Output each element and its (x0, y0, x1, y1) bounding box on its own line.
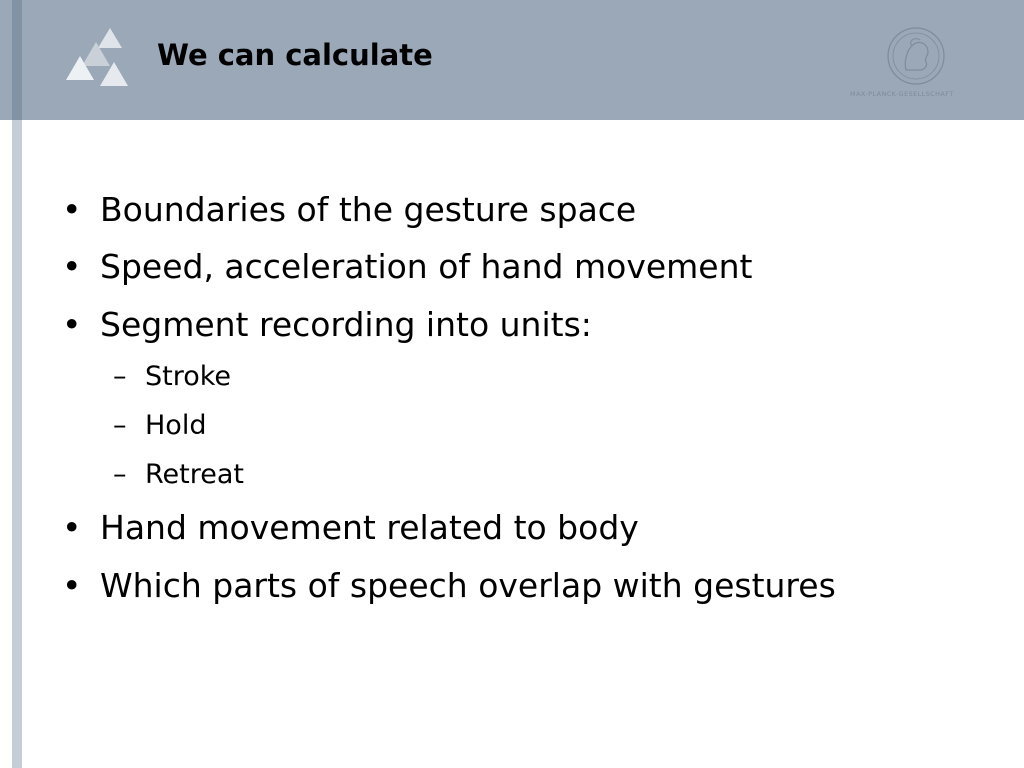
sub-bullet-item (113, 360, 231, 394)
sub-bullet-marker: – (113, 361, 127, 392)
bullet-text: Segment recording into units: (100, 305, 592, 344)
sub-bullet-text: Hold (145, 410, 207, 441)
sub-bullet-text: Retreat (145, 459, 244, 490)
slide-title: We can calculate (157, 38, 433, 72)
sub-bullet-marker: – (113, 459, 127, 490)
sub-bullet-text: Stroke (145, 361, 232, 392)
bullet-marker: • (62, 247, 82, 286)
bullet-item (62, 305, 592, 345)
bullet-text: Hand movement related to body (100, 508, 639, 547)
logo-wordmark: MAX-PLANCK-GESELLSCHAFT (850, 90, 954, 98)
bullet-item (62, 566, 836, 606)
sub-bullet-marker: – (113, 410, 127, 441)
bullet-item (62, 190, 636, 230)
bullet-text: Which parts of speech overlap with gestures (100, 566, 836, 605)
bullet-item (62, 508, 639, 548)
sub-bullet-item (113, 458, 244, 492)
bullet-marker: • (62, 190, 82, 229)
bullet-marker: • (62, 566, 82, 605)
bullet-text: Speed, acceleration of hand movement (100, 247, 753, 286)
sub-bullet-item (113, 409, 206, 443)
bullet-marker: • (62, 508, 82, 547)
bullet-item (62, 247, 752, 287)
bullet-marker: • (62, 305, 82, 344)
bullet-text: Boundaries of the gesture space (100, 190, 637, 229)
